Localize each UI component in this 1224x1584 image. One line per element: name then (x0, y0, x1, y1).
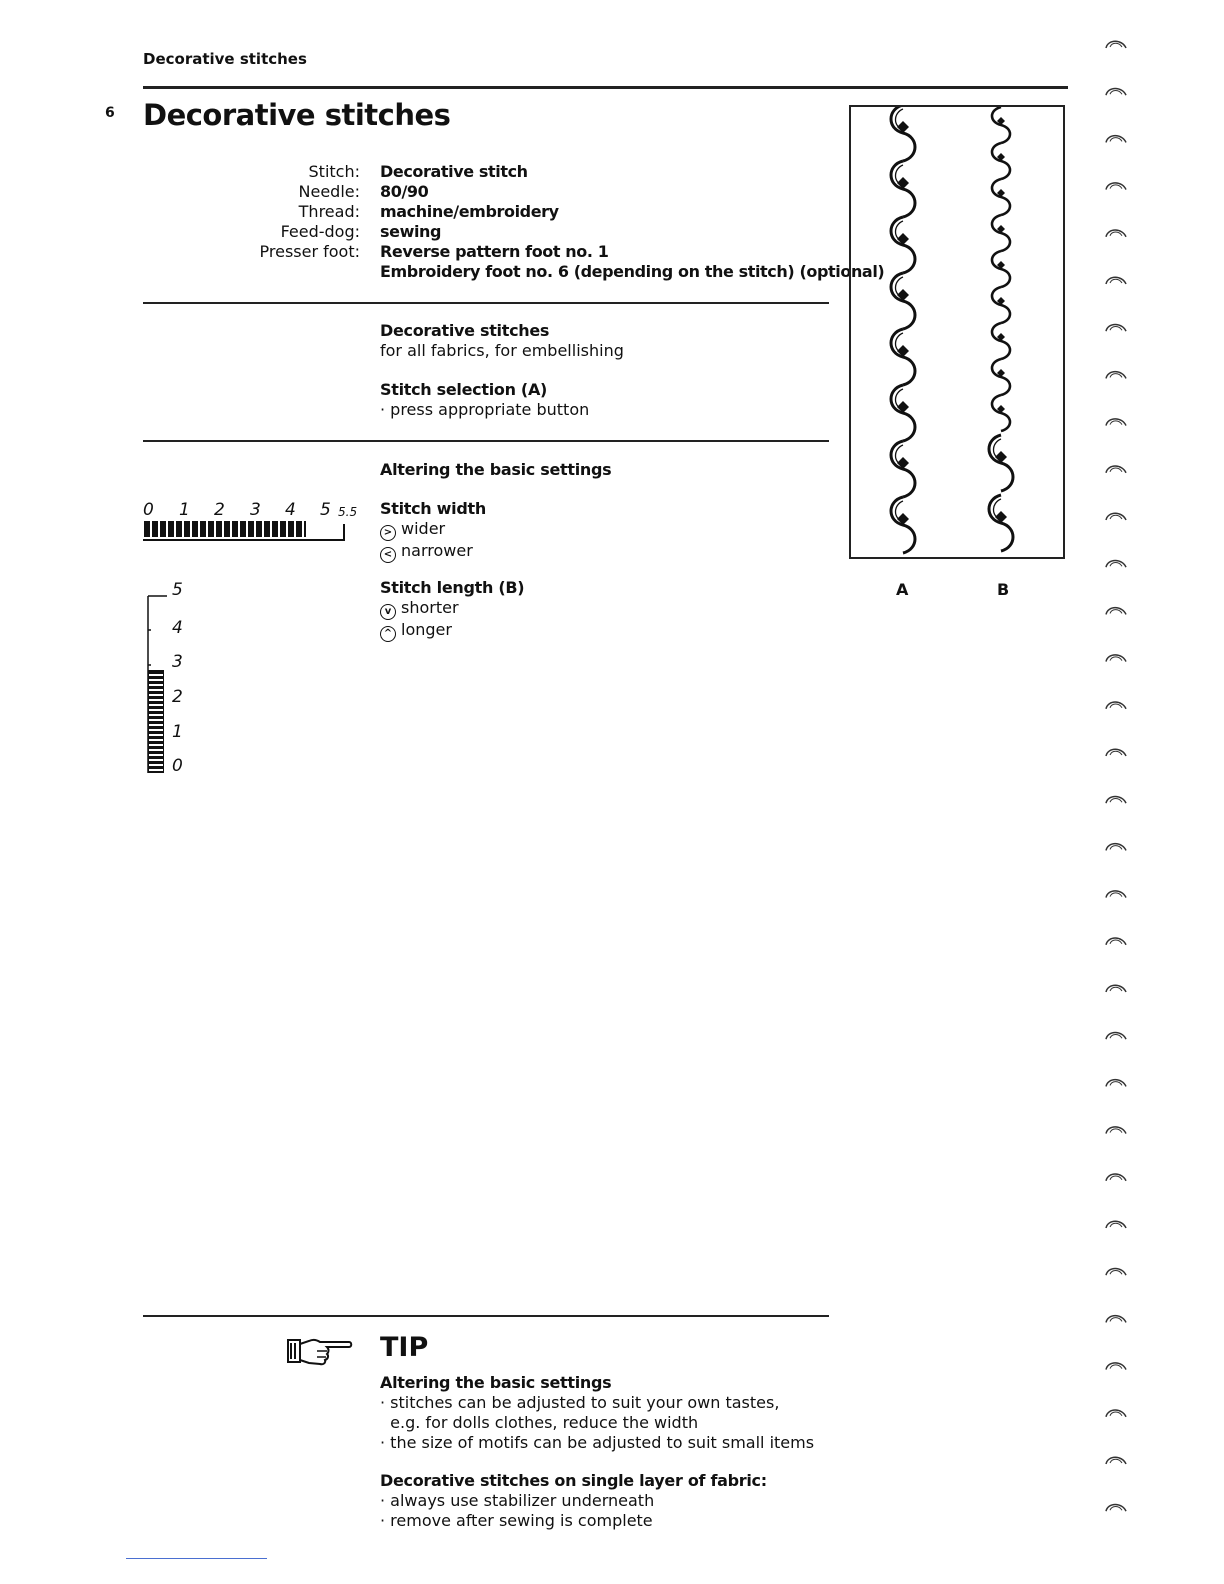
tip-section-2-line-1: · always use stabilizer underneath (380, 1491, 655, 1510)
width-tick-2: 2 (214, 500, 225, 520)
width-scale-end-mark (343, 524, 345, 540)
selection-text: · press appropriate button (380, 400, 590, 419)
length-longer-text: longer (401, 620, 452, 639)
spiral-ring (1106, 1127, 1126, 1134)
length-tick-2: 2 (172, 687, 183, 707)
spiral-ring (1106, 1174, 1126, 1181)
tip-section-1-line-3: · the size of motifs can be adjusted to suit small items (380, 1433, 815, 1452)
spiral-ring (1106, 419, 1126, 426)
spiral-ring (1106, 749, 1126, 756)
length-heading: Stitch length (B) (380, 578, 525, 597)
circled-right-arrow-icon: > (380, 525, 396, 541)
stitch-length-scale (145, 578, 205, 778)
width-heading: Stitch width (380, 499, 486, 518)
stitch-sample-drawing (851, 107, 1063, 557)
spiral-ring (1106, 277, 1126, 284)
width-level-bar (144, 521, 306, 537)
tip-section-2 (380, 1471, 767, 1531)
header-rule (143, 86, 1068, 89)
spec-value-needle: 80/90 (380, 182, 429, 201)
width-narrower-line (380, 541, 486, 563)
spiral-ring (1106, 1363, 1126, 1370)
length-tick-3: 3 (172, 652, 183, 672)
usage-text: for all fabrics, for embellishing (380, 341, 624, 360)
tip-section-1-heading: Altering the basic settings (380, 1373, 612, 1392)
spiral-ring (1106, 41, 1126, 48)
pointing-hand-icon (287, 1335, 353, 1371)
spec-value-stitch: Decorative stitch (380, 162, 528, 181)
bottom-edge-line (126, 1558, 267, 1559)
spiral-ring (1106, 796, 1126, 803)
selection-heading: Stitch selection (A) (380, 380, 548, 399)
spec-value-feed-dog: sewing (380, 222, 442, 241)
width-tick-5-5: 5.5 (338, 505, 358, 519)
figure-label-b: B (997, 580, 1010, 599)
width-wider-line (380, 519, 486, 541)
chapter-number: 6 (105, 105, 115, 121)
length-level-bar (148, 670, 164, 773)
spec-values (380, 162, 884, 282)
stitch-column-a (891, 107, 915, 553)
page-title: Decorative stitches (143, 98, 451, 132)
spiral-ring (1106, 1457, 1126, 1464)
length-shorter-line (380, 598, 524, 620)
spec-value-thread: machine/embroidery (380, 202, 559, 221)
spec-label-needle: Needle: (298, 182, 360, 201)
spiral-ring (1106, 1316, 1126, 1323)
width-narrower-text: narrower (401, 541, 473, 560)
stitch-width-scale (143, 500, 363, 550)
spiral-ring (1106, 985, 1126, 992)
spiral-ring (1106, 1410, 1126, 1417)
length-block (380, 578, 524, 642)
spec-label-feed-dog: Feed-dog: (280, 222, 360, 241)
spec-value-presser-foot-alt: Embroidery foot no. 6 (depending on the stitch) (optional) (380, 262, 885, 281)
binding-spiral (1100, 30, 1134, 1550)
circled-down-arrow-icon: v (380, 604, 396, 620)
spec-value-presser-foot: Reverse pattern foot no. 1 (380, 242, 609, 261)
spiral-ring (1106, 1032, 1126, 1039)
selection-block (380, 380, 589, 420)
spiral-ring (1106, 466, 1126, 473)
spiral-ring (1106, 655, 1126, 662)
spiral-ring (1106, 1221, 1126, 1228)
width-scale-baseline (143, 539, 345, 541)
spiral-ring (1106, 938, 1126, 945)
spiral-ring (1106, 560, 1126, 567)
spiral-ring (1106, 183, 1126, 190)
tip-section-1-line-2: e.g. for dolls clothes, reduce the width (380, 1413, 699, 1432)
section-rule-2 (143, 440, 829, 442)
spiral-ring (1106, 1080, 1126, 1087)
spiral-ring (1106, 88, 1126, 95)
length-tick-1: 1 (172, 722, 183, 742)
tip-section-1-line-1: · stitches can be adjusted to suit your own tastes, (380, 1393, 780, 1412)
stitch-sample-figure (849, 105, 1065, 559)
stitch-column-b (989, 107, 1013, 551)
spiral-ring (1106, 891, 1126, 898)
width-tick-1: 1 (179, 500, 190, 520)
figure-label-a: A (896, 580, 909, 599)
usage-heading: Decorative stitches (380, 321, 550, 340)
spiral-ring (1106, 230, 1126, 237)
width-wider-text: wider (401, 519, 446, 538)
width-tick-4: 4 (285, 500, 296, 520)
spec-label-thread: Thread: (298, 202, 360, 221)
length-tick-5: 5 (172, 580, 183, 600)
tip-title: TIP (380, 1332, 429, 1363)
length-tick-0: 0 (172, 756, 183, 776)
spiral-ring (1106, 1504, 1126, 1511)
spiral-ring (1106, 1268, 1126, 1275)
spiral-ring (1106, 844, 1126, 851)
usage-block (380, 321, 624, 361)
spec-label-presser-foot: Presser foot: (259, 242, 360, 261)
width-tick-0: 0 (143, 500, 154, 520)
circled-up-arrow-icon: ^ (380, 626, 396, 642)
tip-section-1 (380, 1373, 814, 1453)
circled-left-arrow-icon: < (380, 547, 396, 563)
width-tick-5: 5 (320, 500, 331, 520)
running-head: Decorative stitches (143, 50, 307, 68)
length-tick-4: 4 (172, 618, 183, 638)
spec-labels (260, 162, 361, 262)
spec-label-stitch: Stitch: (308, 162, 360, 181)
spiral-ring (1106, 136, 1126, 143)
spiral-ring (1106, 608, 1126, 615)
settings-heading: Altering the basic settings (380, 460, 612, 479)
tip-rule (143, 1315, 829, 1317)
spiral-ring (1106, 702, 1126, 709)
spiral-ring (1106, 513, 1126, 520)
settings-heading-block (380, 460, 611, 480)
width-block (380, 499, 486, 563)
length-shorter-text: shorter (401, 598, 459, 617)
length-longer-line (380, 620, 524, 642)
tip-section-2-heading: Decorative stitches on single layer of fabric: (380, 1471, 767, 1490)
tip-section-2-line-2: · remove after sewing is complete (380, 1511, 653, 1530)
spiral-ring (1106, 372, 1126, 379)
section-rule-1 (143, 302, 829, 304)
width-tick-3: 3 (250, 500, 261, 520)
spiral-ring (1106, 324, 1126, 331)
